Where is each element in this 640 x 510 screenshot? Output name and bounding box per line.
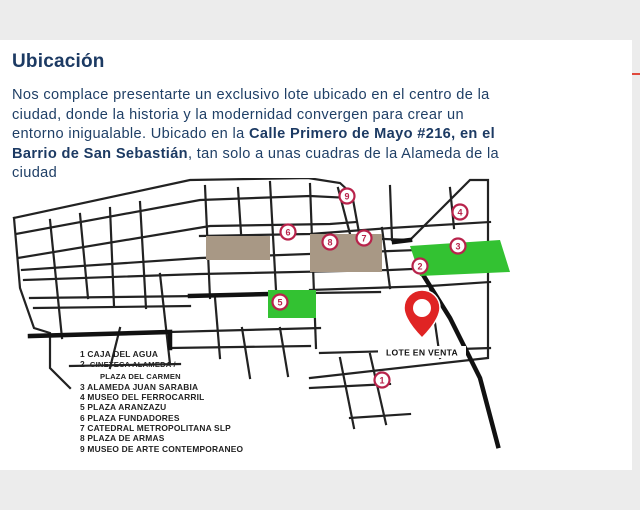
legend-number: 3 — [80, 381, 85, 392]
marker-number: 1 — [379, 375, 385, 386]
legend-name: PLAZA FUNDADORES — [87, 412, 180, 423]
legend-item — [80, 423, 243, 433]
marker-1[interactable] — [375, 373, 390, 388]
legend-name: ALAMEDA JUAN SARABIA — [87, 381, 199, 392]
legend-name: CINETECA ALAMEDA / — [89, 360, 176, 370]
legend-number: 2 — [80, 359, 85, 370]
intro-line — [12, 106, 636, 126]
intro-text: entorno inigualable. Ubicado en la — [12, 126, 249, 142]
neighborhood-highlight: Barrio de San Sebastián — [12, 145, 188, 162]
marker-8[interactable] — [323, 235, 338, 250]
marker-4[interactable] — [453, 205, 468, 220]
marker-5[interactable] — [273, 295, 288, 310]
legend-item — [80, 413, 243, 423]
marker-number: 9 — [344, 191, 350, 202]
legend-name: CATEDRAL METROPOLITANA SLP — [87, 423, 231, 434]
marker-number: 5 — [277, 297, 283, 308]
legend-item — [80, 402, 243, 412]
marker-number: 6 — [285, 227, 291, 238]
marker-number: 3 — [455, 241, 461, 252]
intro-text: , tan solo a unas cuadras de la Alameda de la — [187, 145, 500, 162]
marker-7[interactable] — [357, 231, 372, 246]
intro-text: ciudad — [12, 165, 58, 181]
legend-item — [80, 349, 243, 359]
marker-number: 4 — [457, 207, 463, 218]
legend-number: 9 — [80, 443, 85, 454]
legend-number: 1 — [80, 349, 85, 359]
marker-2[interactable] — [413, 259, 428, 274]
top-background — [0, 0, 640, 40]
legend-name: PLAZA ARANZAZU — [87, 402, 167, 413]
legend-name: CAJA DEL AGUA — [87, 349, 159, 359]
intro-line — [12, 145, 636, 165]
marker-9[interactable] — [340, 189, 355, 204]
bottom-background — [0, 470, 640, 510]
legend-item — [80, 433, 243, 443]
legend-number: 8 — [80, 433, 85, 444]
legend-item-continuation — [80, 371, 243, 382]
marker-number: 8 — [327, 237, 333, 248]
page-title: Ubicación — [12, 51, 105, 72]
legend-name: PLAZA DEL CARMEN — [100, 371, 181, 381]
legend-name: PLAZA DE ARMAS — [87, 433, 165, 444]
intro-text: ciudad, donde la historia y la modernidad convergen para crear un — [12, 106, 464, 123]
plaza-de-armas-block — [206, 236, 270, 260]
legend-item — [80, 359, 243, 370]
legend-number: 7 — [80, 423, 85, 434]
intro-line — [12, 86, 636, 106]
marker-number: 2 — [417, 261, 423, 272]
sale-label: LOTE EN VENTA — [385, 347, 459, 358]
intro-text: Nos complace presentarte un exclusivo lote ubicado en el centro de la — [12, 87, 490, 103]
marker-3[interactable] — [451, 239, 466, 254]
legend-number: 5 — [80, 402, 85, 413]
map-pin-icon[interactable] — [404, 290, 440, 338]
legend-item — [80, 444, 243, 454]
accent-line — [632, 73, 640, 75]
legend-name: MUSEO DEL FERROCARRIL — [87, 392, 205, 403]
address-highlight: Calle Primero de Mayo #216, en el — [249, 126, 495, 142]
legend-item — [80, 382, 243, 392]
legend-item — [80, 392, 243, 402]
legend-number: 6 — [80, 412, 85, 423]
intro-line — [12, 125, 636, 145]
map-legend — [80, 349, 243, 454]
legend-name: MUSEO DE ARTE CONTEMPORANEO — [87, 443, 244, 454]
marker-number: 7 — [361, 233, 367, 244]
legend-number: 4 — [80, 392, 85, 403]
marker-6[interactable] — [281, 225, 296, 240]
intro-paragraph — [12, 86, 636, 184]
